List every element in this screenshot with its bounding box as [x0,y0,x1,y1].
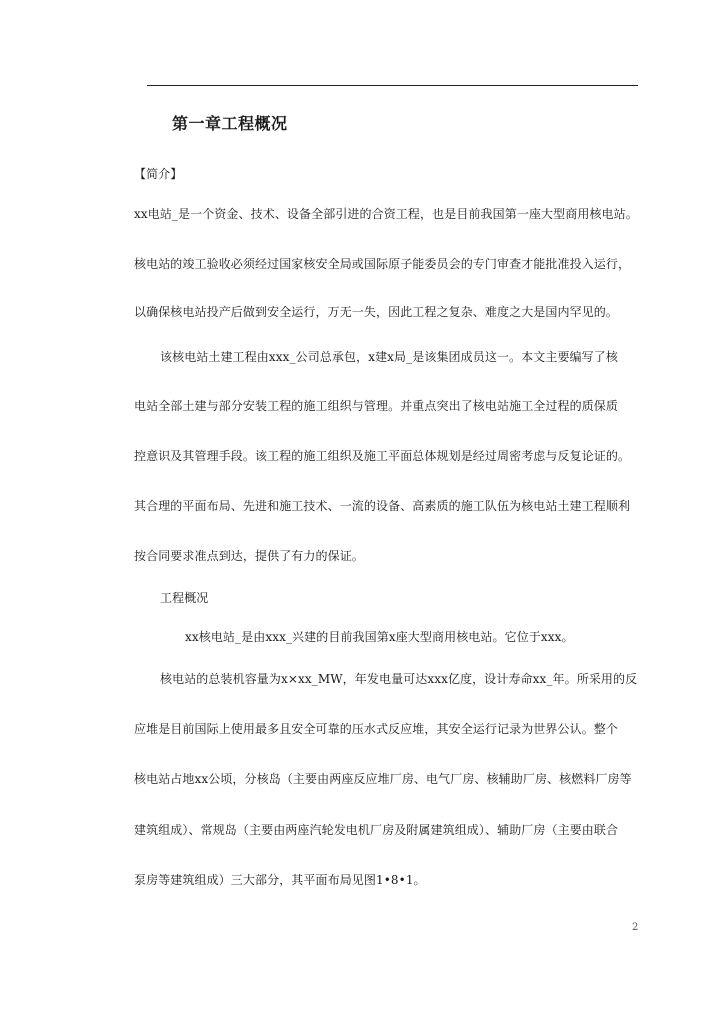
intro-heading: 【简介】 [134,167,183,181]
chapter-title: 第一章工程概况 [172,114,288,133]
paragraph-line: xx核电站_是由xxx_兴建的目前我国第x座大型商用核电站。它位于xxx。 [185,630,574,644]
paragraph-line: 建筑组成）、常规岛（主要由两座汽轮发电机厂房及附属建筑组成）、辅助厂房（主要由联合 [134,823,619,837]
page-number: 2 [632,922,639,933]
paragraph-line: 核电站占地xx公顷，分核岛（主要由两座反应堆厂房、电气厂房、核辅助厂房、核燃料厂房等 [134,772,632,786]
section-heading: 工程概况 [160,591,209,605]
paragraph-line: 其合理的平面布局、先进和施工技术、一流的设备、高素质的施工队伍为核电站土建工程顺利 [134,499,631,513]
paragraph-line: 泵房等建筑组成）三大部分，其平面布局见图1•8•1。 [134,873,426,887]
paragraph-line: 应堆是目前国际上使用最多且安全可靠的压水式反应堆，其安全运行记录为世界公认。整个 [134,722,619,736]
paragraph-line: 核电站的竣工验收必须经过国家核安全局或国际原子能委员会的专门审查才能批准投入运行， [134,257,631,271]
paragraph-line: 电站全部土建与部分安装工程的施工组织与管理。并重点突出了核电站施工全过程的质保质 [134,399,619,413]
paragraph-line: 该核电站土建工程由xxx_公司总承包，x建x局_是该集团成员这一。本文主要编写了核 [160,350,618,364]
paragraph-line: xx电站_是一个资金、技术、设备全部引进的合资工程，也是目前我国第一座大型商用核电站。 [134,207,638,221]
paragraph-line: 以确保核电站投产后做到安全运行，万无一失，因此工程之复杂、难度之大是国内罕见的。 [134,305,619,319]
paragraph-line: 控意识及其管理手段。该工程的施工组织及施工平面总体规划是经过周密考虑与反复论证的。 [134,449,631,463]
header-rule [147,85,638,86]
paragraph-line: 核电站的总装机容量为x×xx_MW，年发电量可达xxx亿度，设计寿命xx_年。所采用的反 [160,672,638,686]
paragraph-line: 按合同要求准点到达，提供了有力的保证。 [134,549,364,563]
